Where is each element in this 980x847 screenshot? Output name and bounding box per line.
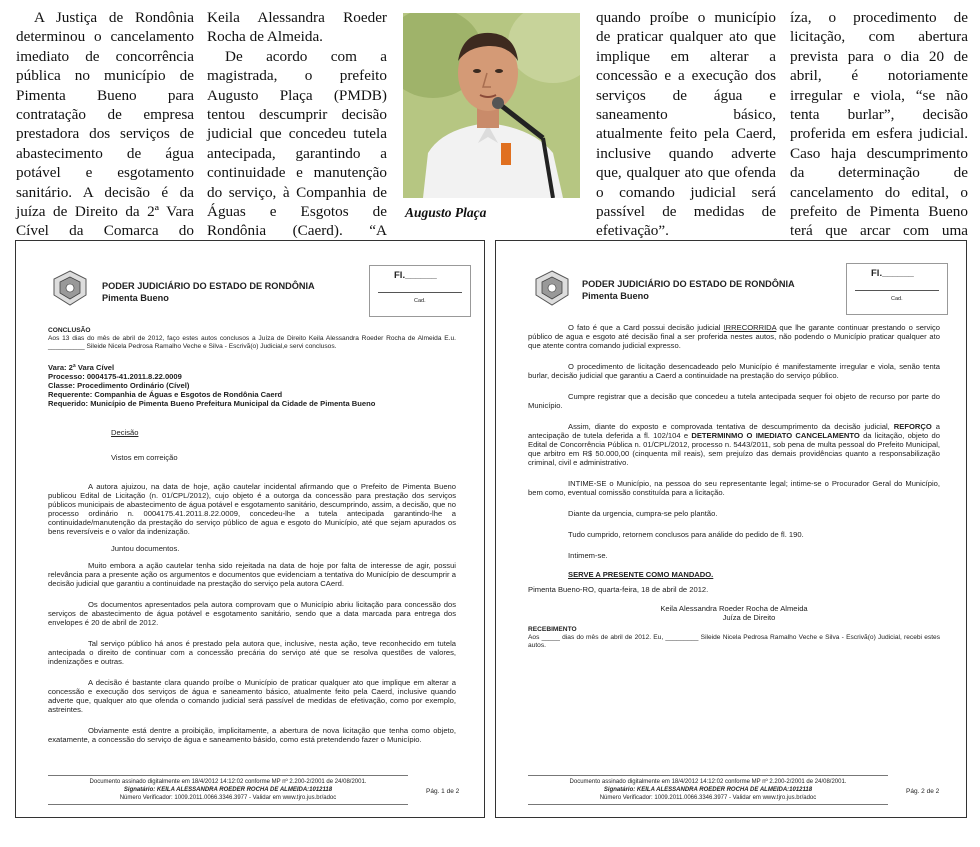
- article-paragraph: De acordo com a magistrada, o prefeito Augusto Plaça (PMDB) tentou descumprir decisão judicial que concedeu tutela antecipada, garantindo a continuidade e manutenção do serviço, à Companhia de Águas e Esgotos de Rondônia (Caerd). “A: [207, 47, 387, 240]
- court-document-page-1: [15, 240, 485, 818]
- requerido: Requerido: Município de Pimenta Bueno Prefeitura Municipal da Cidade de Pimenta Bueno: [48, 399, 376, 408]
- photo-caption: Augusto Plaça: [405, 205, 487, 220]
- coat-of-arms-icon: [50, 269, 90, 307]
- coat-of-arms-icon: [532, 269, 572, 307]
- article-paragraph: A Justiça de Rondônia determinou o cancelamento imediato de concorrência pública no município de Pimenta Bueno para contratação de empresa prestadora dos serviços de abastecimento de água potável e esgotamento sanitário. A decisão é da juíza de Direito da 2ª Vara Cível da Comarca do: [16, 9, 194, 240]
- article-column-4: [596, 8, 776, 260]
- paragraph: Assim, diante do exposto e comprovada tentativa de descumprimento da decisão judicial, REFORÇO a antecipação de tutela deferida a fl. 102/104 e DETERMINMO O IMEDIATO CANCELAMENTO da licitação, objeto do Edital de Concorrência Pública n. 01/CPL/2012, processo n. 5443/2011, sob pena de multa pessoal do Prefeito Municipal, que arbitro em R$ 50.000,00 (cinquenta mil reais), sem prejuízo das demais providências quanto a responsabilização criminal, civil e administrativo.: [528, 422, 940, 467]
- article-paragraph: Keila Alessandra Roeder Rocha de Almeida.: [207, 9, 387, 46]
- cad-label: Cad.: [891, 296, 903, 302]
- portrait-illustration: [403, 13, 580, 198]
- paragraph: A autora ajuizou, na data de hoje, ação cautelar incidental afirmando que o Prefeito de Pimenta Bueno publicou Edital de Licitação (n. 01/CPL/2012), cujo objeto é a outorga da concessão para prestação dos serviços públicos municipais de abastecimento de água potável e esgotamento sanitário, descumprindo, assim, a decisão, que no processo ordinário n. 0004175.41.2011.8.22.0009, concedeu-lhe a tutela antecipada garantindo-lhe a continuidade/manutenção da prestação do serviço público de agua e esgoto do Município, até que sejam apurados os bens reversíveis e o valor da indenização.: [48, 482, 456, 536]
- document-body-page-1: [48, 327, 456, 752]
- conclusao-text: Aos 13 dias do mês de abril de 2012, faço estes autos conclusos a Juíza de Direito Keila Alessandra Roeder Rocha de Almeida E.u. __________ Sileide Nicela Pedrosa Ramalho Veche e Silva - Escrivã(o) Judicial,e servi conclusos.: [48, 335, 456, 350]
- court-name: PODER JUDICIÁRIO DO ESTADO DE RONDÔNIA: [582, 279, 795, 289]
- serve-mandado: SERVE A PRESENTE COMO MANDADO.: [568, 570, 714, 579]
- conclusao-title: CONCLUSÃO: [48, 327, 91, 334]
- processo: Processo: 0004175-41.2011.8.22.0009: [48, 372, 182, 381]
- folio-label: Fl.______: [394, 270, 437, 281]
- recebimento-text: Aos _____ dias do mês de abril de 2012. Eu, _________ Sileide Nicela Pedrosa Ramalho Veche e Silva - Escrivã(o) Judicial, recebi estes autos.: [528, 634, 940, 649]
- vistos: Vistos em correição: [111, 453, 178, 462]
- footer-verifier: Número Verificador: 1009.2011.0066.3346.3977 - Validar em www.tjro.jus.br/adoc: [599, 795, 817, 801]
- footer-signatory: Signatário: KEILA ALESSANDRA ROEDER ROCHA DE ALMEIDA:1012118: [603, 787, 813, 793]
- cad-label: Cad.: [414, 298, 426, 304]
- paragraph: O fato é que a Card possui decisão judicial IRRECORRIDA que lhe garante continuar prestando o serviço público de agua e esgoto até decisão final a ser proferida nestes autos, não podendo o Município praticar qualquer ato que atente contra comando judicial expresso.: [528, 323, 940, 350]
- footer-line: Documento assinado digitalmente em 18/4/2012 14:12:02 conforme MP nº 2.200-2/2001 de 24/08/2001.: [569, 779, 847, 785]
- court-document-page-2: [495, 240, 967, 818]
- vara: Vara: 2ª Vara Cível: [48, 363, 115, 372]
- paragraph: Tudo cumprido, retornem conclusos para análide do pedido de fl. 190.: [568, 530, 804, 539]
- article-paragraph: quando proíbe o município de praticar qualquer ato que implique em alterar a concessão e a execução dos serviços de água e saneamento básico, atualmente feito pela Caerd, inclusive quando adverte que, qualquer ato que ofenda o comando judicial será passível de medidas de efetivação”.: [596, 9, 776, 240]
- paragraph: Cumpre registrar que a decisão que concedeu a tutela antecipada sequer foi objeto de recurso por parte do Município.: [528, 392, 940, 410]
- judge-name: Keila Alessandra Roeder Rocha de Almeida: [660, 604, 808, 613]
- article-column-5: [790, 8, 968, 260]
- signing-date: Pimenta Bueno-RO, quarta-feira, 18 de abril de 2012.: [528, 585, 709, 594]
- signature-footer: [48, 775, 408, 805]
- page-number: Pág. 1 de 2: [426, 788, 460, 795]
- portrait-photo: [403, 13, 580, 198]
- recebimento-title: RECEBIMENTO: [528, 626, 577, 633]
- decisao-heading: Decisão: [111, 428, 139, 437]
- paragraph: Obviamente está dentre a proibição, implicitamente, a abertura de nova licitação que tenha como objeto, exatamente, a concessão do serviço de água e saneamento básido, como está pretendendo fazer o Município.: [48, 726, 456, 744]
- paragraph: Juntou documentos.: [111, 544, 180, 553]
- article-column-1: [16, 8, 194, 260]
- classe: Classe: Procedimento Ordinário (Cível): [48, 381, 190, 390]
- paragraph: Muito embora a ação cautelar tenha sido rejeitada na data de hoje por falta de interesse de agir, possui relevância para a presente ação os argumentos e documentos que evidenciam a tentativa do Município de descumprir a decisão judicial que garantiu a continuidade na prestação do serviço pela autora CAerd.: [48, 561, 456, 588]
- paragraph: INTIME-SE o Município, na pessoa do seu representante legal; intime-se o Procurador Geral do Município, bem como, eventual comissão constituída para a licitação.: [528, 479, 940, 497]
- folio-label: Fl.______: [871, 268, 914, 279]
- court-name: PODER JUDICIÁRIO DO ESTADO DE RONDÔNIA: [102, 281, 315, 291]
- paragraph: Tal serviço público há anos é prestado pela autora que, inclusive, nesta ação, teve reconhecido em tutela antecipada o direito de continuar com a concessão precária do serviço até que se resolva questões de valores, indenizações e outras.: [48, 639, 456, 666]
- folio-box: [846, 263, 948, 315]
- paragraph: Intimem-se.: [568, 551, 608, 560]
- footer-line: Documento assinado digitalmente em 18/4/2012 14:12:02 conforme MP nº 2.200-2/2001 de 24/08/2001.: [89, 779, 367, 785]
- judge-title: Juíza de Direito: [722, 613, 776, 622]
- document-body-page-2: [528, 323, 940, 650]
- footer-signatory: Signatário: KEILA ALESSANDRA ROEDER ROCHA DE ALMEIDA:1012118: [123, 787, 333, 793]
- requerente: Requerente: Companhia de Águas e Esgotos de Rondônia Caerd: [48, 390, 283, 399]
- court-city: Pimenta Bueno: [582, 291, 649, 301]
- paragraph: O procedimento de licitação desencadeado pelo Município é manifestamente irregular e viola, senão tenta burlar, decisão judicial que garantiu a Caerd a continuidade na prestação do serviço público.: [528, 362, 940, 380]
- paragraph: Os documentos apresentados pela autora comprovam que o Município abriu licitação para concessão dos serviços de abastecimento de água potável e esgotamento sanitário, sendo que a data marcada para entrega dos envelopes é 20 de abril de 2012.: [48, 600, 456, 627]
- article-paragraph: íza, o procedimento de licitação, com abertura prevista para o dia 20 de abril, é notoriamente irregular e viola, “se não tenta burlar”, decisão proferida em esfera judicial. Caso haja descumprimento da determinação de cancelamento do edital, o prefeito de Pimenta Bueno terá que arcar com uma: [790, 9, 968, 240]
- article-column-2: [207, 8, 387, 260]
- signature-footer: [528, 775, 888, 805]
- folio-box: [369, 265, 471, 317]
- page-number: Pág. 2 de 2: [906, 788, 940, 795]
- paragraph: Diante da urgencia, cumpra-se pelo plantão.: [568, 509, 718, 518]
- paragraph: A decisão é bastante clara quando proíbe o Município de praticar qualquer ato que implique em alterar a concessão e execução dos serviços de água e saneamento básico, atualmente feito pela Caerd, inclusive quando adverte que, qualquer ato que ofenda o comando judicial será passível de medidas de efetivação, como por exemplo, astreintes.: [48, 678, 456, 714]
- footer-verifier: Número Verificador: 1009.2011.0066.3346.3977 - Validar em www.tjro.jus.br/adoc: [119, 795, 337, 801]
- court-city: Pimenta Bueno: [102, 293, 169, 303]
